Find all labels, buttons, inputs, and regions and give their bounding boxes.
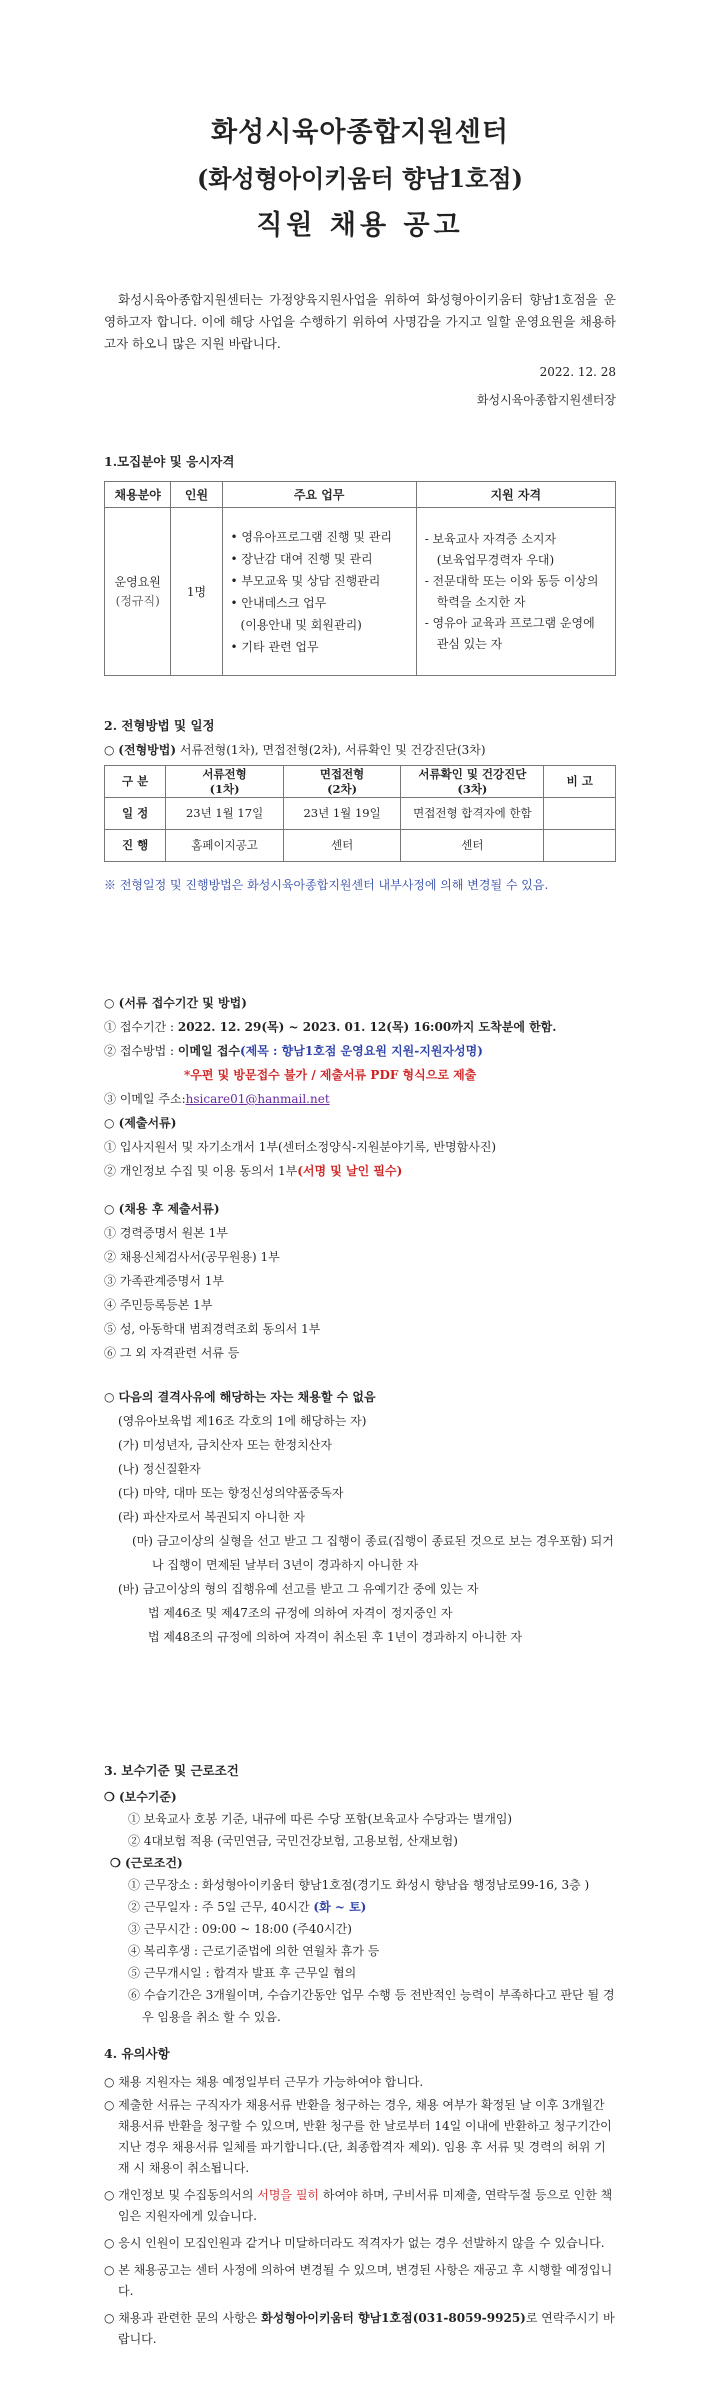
disqualification-item: (가) 미성년자, 금치산자 또는 한정치산자 (118, 1438, 332, 1452)
col-header-count: 인원 (171, 482, 222, 508)
table-cell (544, 830, 616, 862)
email-line (104, 1087, 616, 1111)
note-item (104, 2185, 616, 2227)
stage2-sub: (2차) (327, 781, 358, 796)
work-days-label: ② 근무일자 : 주 5일 근무, 40시간 (128, 1900, 314, 1915)
stage3-label: 서류확인 및 건강진단 (418, 766, 527, 781)
row-label-progress: 진 행 (105, 830, 166, 862)
schedule-table (104, 765, 616, 862)
table-cell: 23년 1월 19일 (283, 798, 401, 830)
note-item (104, 2308, 616, 2350)
table-cell: 홈페이지공고 (166, 830, 284, 862)
notes-block (104, 2072, 616, 2350)
col-header-duties: 주요 업무 (222, 482, 416, 508)
section3-title: 3. 보수기준 및 근로조건 (104, 1763, 239, 1778)
disqualification-title: ○ 다음의 결격사유에 해당하는 자는 채용할 수 없음 (104, 1390, 376, 1404)
title-block (104, 0, 616, 247)
title-posting: 직원 채용 공고 (256, 210, 464, 242)
table-row (105, 830, 616, 862)
note-text: 하여야 하며, 구비서류 미제출, 연락두절 등으로 인한 책임은 지원자에게 있습니다. (118, 2187, 613, 2223)
documents-block (104, 991, 616, 1649)
period-value: 2022. 12. 29(목) ~ 2023. 01. 12(목) 16:00까지 도착분에 한함. (177, 1020, 557, 1034)
qual-item: - 전문대학 또는 이와 동등 이상의 학력을 소지한 자 (424, 573, 599, 609)
qual-item: (보육업무경력자 우대) (436, 552, 555, 567)
col-header-field: 채용분야 (105, 482, 171, 508)
note-item: ○ 응시 인원이 모집인원과 같거나 미달하더라도 적격자가 없는 경우 선발하지 않을 수 있습니다. (104, 2235, 605, 2250)
stage1-sub: (1차) (209, 781, 240, 796)
method-line (104, 1039, 616, 1063)
col-header-quals: 지원 자격 (416, 482, 615, 508)
disqualification-item: (라) 파산자로서 복권되지 아니한 자 (118, 1510, 305, 1524)
consent-required-note: (서명 및 날인 필수) (297, 1164, 403, 1178)
pay-title: ❍ (보수기준) (104, 1790, 177, 1805)
method-warning: *우편 및 방문접수 불가 / 제출서류 PDF 형식으로 제출 (184, 1068, 477, 1082)
pay-title-text: (보수기준) (118, 1790, 177, 1805)
period-label: ① 접수기간 : (104, 1020, 178, 1034)
disqualification-item: (마) 금고이상의 실형을 선고 받고 그 집행이 종료(집행이 종료된 것으로 보는 경우포함) 되거나 집행이 면제된 날부터 3년이 경과하지 아니한 자 (132, 1534, 614, 1572)
pay-item: ② 4대보험 적용 (국민연금, 국민건강보험, 고용보험, 산재보험) (128, 1834, 458, 1849)
posting-date: 2022. 12. 28 (539, 364, 616, 379)
duty-item: • 기타 관련 업무 (230, 639, 319, 654)
schedule-header-stage3 (401, 766, 544, 798)
note-item: ○ 채용 지원자는 채용 예정일부터 근무가 가능하여야 합니다. (104, 2074, 424, 2089)
stage2-label: 면접전형 (319, 766, 365, 781)
method-text: 서류전형(1차), 면접전형(2차), 서류확인 및 건강진단(3차) (179, 742, 486, 757)
schedule-header-remarks: 비 고 (544, 766, 616, 798)
stage1-label: 서류전형 (202, 766, 247, 781)
method-line-label: ② 접수방법 : (104, 1044, 178, 1058)
note-emphasis: 서명을 필히 (257, 2187, 320, 2202)
intro-paragraph: 화성시육아종합지원센터는 가정양육지원사업을 위하여 화성형아이키움터 향남1호점을 운영하고자 합니다. 이에 해당 사업을 수행하기 위하여 사명감을 가지고 일할 운영요원을 채용하고자 하오니 많은 지원 바랍니다. (104, 291, 616, 351)
period-title: ○ (서류 접수기간 및 방법) (104, 996, 247, 1010)
disqualification-item: 법 제46조 및 제47조의 규정에 의하여 자격이 정지중인 자 (148, 1606, 453, 1620)
stage3-sub: (3차) (457, 781, 488, 796)
work-item: ⑥ 수습기간은 3개월이며, 수습기간동안 업무 수행 등 전반적인 능력이 부족하다고 판단 될 경우 임용을 취소 할 수 있음. (128, 1988, 615, 2025)
schedule-header-stage2 (283, 766, 401, 798)
pay-block (104, 1786, 616, 2028)
disqualification-item: (바) 금고이상의 형의 집행유예 선고를 받고 그 유예기간 중에 있는 자 (118, 1582, 479, 1596)
submit-title: ○ (제출서류) (104, 1116, 177, 1130)
field-type: (정규직) (115, 593, 160, 608)
title-branch: (화성형아이키움터 향남1호점) (197, 163, 523, 193)
contact-info: 화성형아이키움터 향남1호점(031-8059-9925) (261, 2310, 526, 2325)
submit-item (104, 1159, 616, 1183)
note-text: ○ 개인정보 및 수집동의서의 (104, 2187, 258, 2202)
field-cell (105, 508, 171, 676)
disqualification-item: (다) 마약, 대마 또는 향정신성의약품중독자 (118, 1486, 344, 1500)
after-hire-title: ○ (채용 후 제출서류) (104, 1202, 220, 1216)
pay-item: ① 보육교사 호봉 기준, 내규에 따른 수당 포함(보육교사 수당과는 별개임) (128, 1812, 513, 1827)
duties-cell (222, 508, 416, 676)
qual-item: - 영유아 교육과 프로그램 운영에 관심 있는 자 (424, 615, 595, 651)
work-item: ③ 근무시간 : 09:00 ~ 18:00 (주40시간) (128, 1922, 352, 1937)
org-signature: 화성시육아종합지원센터장 (476, 393, 616, 408)
table-cell: 센터 (283, 830, 401, 862)
quals-cell (416, 508, 615, 676)
section1-title: 1.모집분야 및 응시자격 (104, 454, 235, 470)
table-cell: 23년 1월 17일 (166, 798, 284, 830)
email-link[interactable]: hsicare01@hanmail.net (185, 1092, 330, 1106)
table-cell (544, 798, 616, 830)
schedule-header-kind: 구 분 (105, 766, 166, 798)
table-row (105, 798, 616, 830)
duty-item: • 장난감 대여 진행 및 관리 (230, 551, 373, 566)
duty-item: • 안내데스크 업무 (230, 595, 327, 610)
email-subject-format: (제목 : 향남1호점 운영요원 지원-지원자성명) (240, 1044, 483, 1058)
table-cell: 센터 (401, 830, 544, 862)
submit-item: ① 입사지원서 및 자기소개서 1부(센터소정양식-지원분야기록, 반명함사진) (104, 1140, 497, 1154)
after-hire-item: ⑥ 그 외 자격관련 서류 등 (104, 1346, 240, 1360)
period-line (104, 1015, 616, 1039)
title-main: 화성시육아종합지원센터 (211, 117, 509, 148)
section2-title: 2. 전형방법 및 일정 (104, 718, 215, 734)
method-line-value: 이메일 접수 (177, 1044, 240, 1058)
work-title: ❍ (근로조건) (110, 1856, 183, 1871)
note-item: ○ 제출한 서류는 구직자가 채용서류 반환을 청구하는 경우, 채용 여부가 확정된 날 이후 3개월간 채용서류 반환을 청구할 수 있으며, 반환 청구를 한 날로부터 14일 이내에 반환하고 청구기간이 지난 경우 채용서류 일체를 파기합니다.(단, 최종합격자 제외). 임용 후 서류 및 경력의 허위 기재 시 채용이 취소됩니다. (104, 2097, 612, 2175)
field-name: 운영요원 (114, 575, 161, 590)
duty-item: • 부모교육 및 상담 진행관리 (230, 573, 381, 588)
count-cell: 1명 (171, 508, 222, 676)
recruit-table (104, 481, 616, 676)
schedule-note: ※ 전형일정 및 진행방법은 화성시육아종합지원센터 내부사정에 의해 변경될 수 있음. (104, 878, 549, 893)
qual-item: - 보육교사 자격증 소지자 (424, 531, 557, 546)
selection-method: ○ (전형방법) 서류전형(1차), 면접전형(2차), 서류확인 및 건강진단(3차) (104, 742, 486, 757)
after-hire-item: ② 채용신체검사서(공무원용) 1부 (104, 1250, 280, 1264)
after-hire-item: ③ 가족관계증명서 1부 (104, 1274, 225, 1288)
work-item: ⑤ 근무개시일 : 합격자 발표 후 근무일 협의 (128, 1966, 357, 1981)
work-days-range: (화 ~ 토) (313, 1900, 367, 1915)
note-text: 로 연락주시기 바랍니다. (118, 2310, 615, 2346)
work-item (104, 1896, 616, 1918)
disqualification-item: 법 제48조의 규정에 의하여 자격이 취소된 후 1년이 경과하지 아니한 자 (148, 1630, 523, 1644)
schedule-header-stage1 (166, 766, 284, 798)
method-label: (전형방법) (118, 742, 177, 757)
work-title-text: (근로조건) (124, 1856, 183, 1871)
disqualification-item: (나) 정신질환자 (118, 1462, 201, 1476)
disqualification-sub: (영유아보육법 제16조 각호의 1에 해당하는 자) (118, 1414, 367, 1428)
note-item: ○ 본 채용공고는 센터 사정에 의하여 변경될 수 있으며, 변경된 사항은 재공고 후 시행할 예정입니다. (104, 2262, 613, 2298)
after-hire-item: ① 경력증명서 원본 1부 (104, 1226, 228, 1240)
work-item: ① 근무장소 : 화성형아이키움터 향남1호점(경기도 화성시 향남읍 행정남로99-16, 3층 ) (128, 1878, 590, 1893)
duty-item: (이용안내 및 회원관리) (240, 617, 362, 632)
table-cell: 면접전형 합격자에 한함 (401, 798, 544, 830)
duty-item: • 영유아프로그램 진행 및 관리 (230, 529, 392, 544)
row-label-date: 일 정 (105, 798, 166, 830)
note-text: ○ 채용과 관련한 문의 사항은 (104, 2310, 262, 2325)
after-hire-item: ④ 주민등록등본 1부 (104, 1298, 213, 1312)
section4-title: 4. 유의사항 (104, 2046, 170, 2062)
work-item: ④ 복리후생 : 근로기준법에 의한 연월차 휴가 등 (128, 1944, 380, 1959)
after-hire-item: ⑤ 성, 아동학대 범죄경력조회 동의서 1부 (104, 1322, 321, 1336)
email-label: ③ 이메일 주소: (104, 1092, 186, 1106)
consent-form-label: ② 개인정보 수집 및 이용 동의서 1부 (104, 1164, 298, 1178)
